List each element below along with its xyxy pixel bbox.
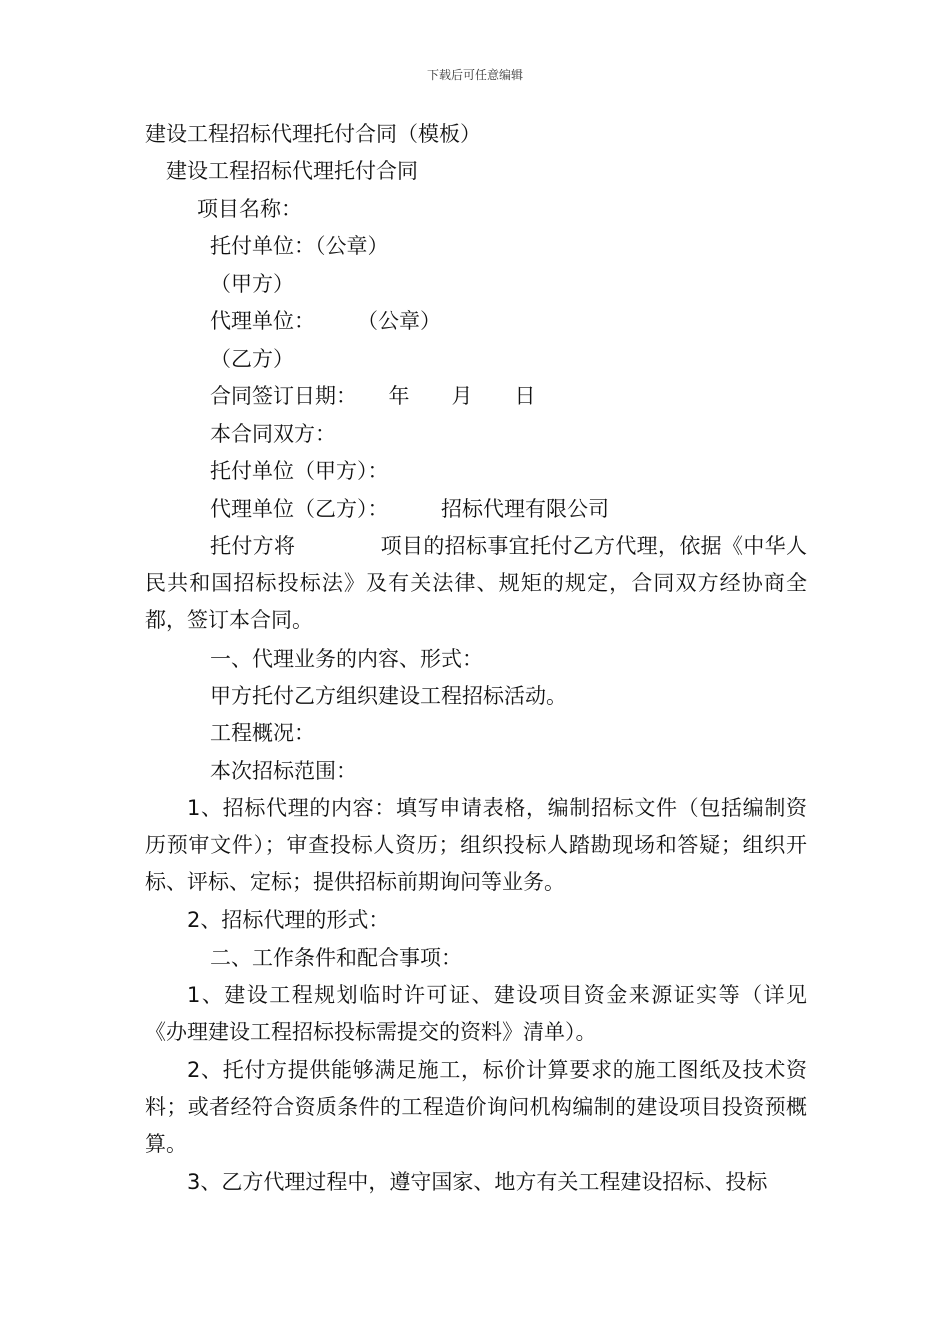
section-1-line-1: 甲方托付乙方组织建设工程招标活动。 [210, 684, 567, 708]
section-2-item-2: 2、托付方提供能够满足施工，标价计算要求的施工图纸及技术资料；或者经符合资质条件的工程造价询问机构编制的建设项目投资预概算。 [145, 1058, 807, 1156]
section-2-item-3: 3、乙方代理过程中，遵守国家、地方有关工程建设招标、投标 [187, 1170, 768, 1194]
party-a-label: （甲方） [210, 272, 294, 296]
both-parties-label: 本合同双方： [210, 422, 336, 446]
section-2-heading: 二、工作条件和配合事项： [210, 946, 462, 970]
agent-unit-line: 代理单位： （公章） [210, 309, 441, 333]
client-unit-line: 托付单位：（公章） [210, 234, 389, 258]
intro-paragraph: 托付方将 项目的招标事宜托付乙方代理，依据《中华人民共和国招标投标法》及有关法律、规矩的规定，合同双方经协商全都，签订本合同。 [145, 534, 807, 632]
contract-subtitle: 建设工程招标代理托付合同 [166, 159, 418, 183]
agent-party-b-line: 代理单位（乙方）： 招标代理有限公司 [210, 497, 609, 521]
section-2-item-1: 1、建设工程规划临时许可证、建设项目资金来源证实等（详见《办理建设工程招标投标需提交的资料》清单）。 [145, 983, 807, 1044]
section-1-heading: 一、代理业务的内容、形式： [210, 647, 483, 671]
client-party-a-line: 托付单位（甲方）： [210, 459, 389, 483]
item-2-line: 2、招标代理的形式： [187, 908, 390, 932]
project-name-label: 项目名称： [197, 197, 302, 221]
item-1-paragraph: 1、招标代理的内容：填写申请表格，编制招标文件（包括编制资历预审文件）；审查投标人资历；组织投标人踏勘现场和答疑；组织开标、评标、定标；提供招标前期询问等业务。 [145, 796, 807, 894]
page-header: 下载后可任意编辑 [426, 68, 523, 82]
party-b-label: （乙方） [210, 347, 294, 371]
section-1-line-2: 工程概况： [210, 721, 315, 745]
section-1-line-3: 本次招标范围： [210, 759, 357, 783]
document-title: 建设工程招标代理托付合同（模板） [145, 122, 481, 146]
sign-date-line: 合同签订日期： 年 月 日 [210, 384, 536, 408]
